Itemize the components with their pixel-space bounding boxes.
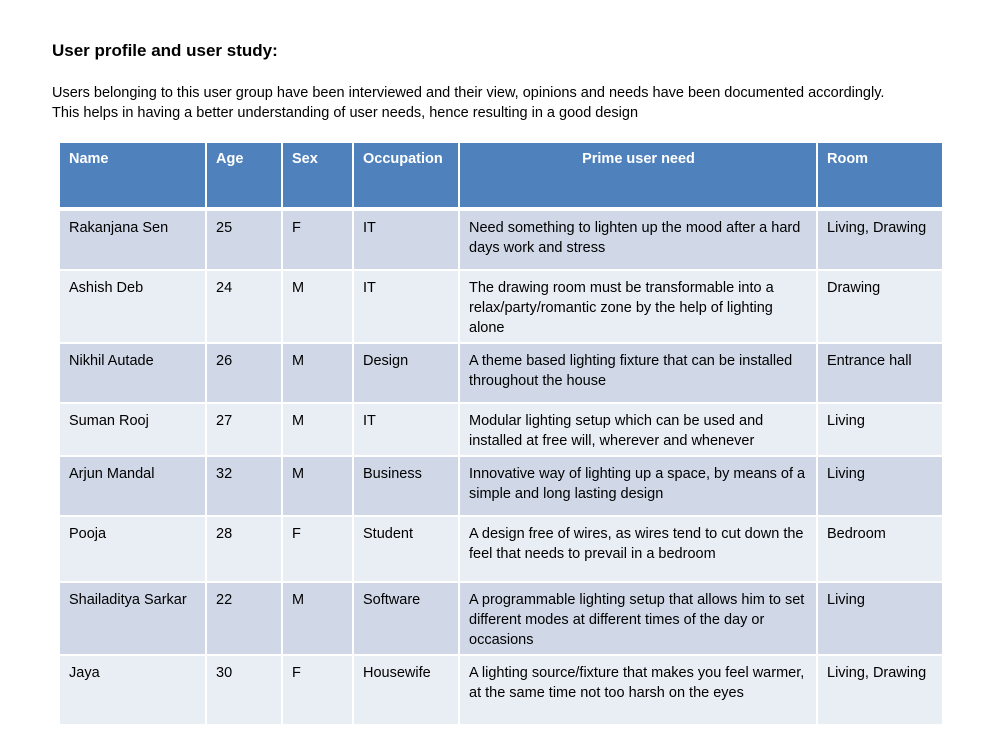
cell-sex: F [283,517,352,581]
user-study-table [58,141,944,726]
column-header-name: Name [60,143,205,207]
table-row [60,583,942,654]
cell-sex: F [283,209,352,269]
cell-prime-user-need: Innovative way of lighting up a space, by means of a simple and long lasting design [460,457,816,515]
cell-sex: M [283,344,352,402]
cell-room: Living [818,583,942,654]
cell-prime-user-need: A theme based lighting fixture that can be installed throughout the house [460,344,816,402]
cell-room: Entrance hall [818,344,942,402]
cell-age: 22 [207,583,281,654]
cell-occupation: Software [354,583,458,654]
table-row [60,517,942,581]
table-row [60,404,942,455]
cell-occupation: IT [354,209,458,269]
cell-sex: M [283,457,352,515]
cell-room: Drawing [818,271,942,342]
cell-occupation: Design [354,344,458,402]
cell-room: Bedroom [818,517,942,581]
column-header-age: Age [207,143,281,207]
cell-prime-user-need: A programmable lighting setup that allows him to set different modes at different times of the day or occasions [460,583,816,654]
intro-line-2: This helps in having a better understanding of user needs, hence resulting in a good design [52,105,639,121]
cell-name: Pooja [60,517,205,581]
cell-prime-user-need: The drawing room must be transformable into a relax/party/romantic zone by the help of lighting alone [460,271,816,342]
column-header-occupation: Occupation [354,143,458,207]
page-title: User profile and user study: [52,41,278,60]
table-row [60,344,942,402]
column-header-prime-user-need: Prime user need [460,143,816,207]
cell-occupation: IT [354,271,458,342]
cell-prime-user-need: A design free of wires, as wires tend to cut down the feel that needs to prevail in a bedroom [460,517,816,581]
cell-prime-user-need: Need something to lighten up the mood after a hard days work and stress [460,209,816,269]
table-header-row [60,143,942,207]
cell-room: Living, Drawing [818,209,942,269]
cell-age: 28 [207,517,281,581]
table-row [60,209,942,269]
table-row [60,656,942,724]
column-header-room: Room [818,143,942,207]
table-row [60,271,942,342]
cell-name: Arjun Mandal [60,457,205,515]
cell-occupation: Business [354,457,458,515]
intro-line-1: Users belonging to this user group have been interviewed and their view, opinions and needs have been documented accordingly. [52,85,885,101]
cell-age: 24 [207,271,281,342]
cell-prime-user-need: A lighting source/fixture that makes you feel warmer, at the same time not too harsh on the eyes [460,656,816,724]
cell-occupation: Student [354,517,458,581]
cell-sex: M [283,583,352,654]
cell-name: Nikhil Autade [60,344,205,402]
cell-sex: M [283,404,352,455]
cell-name: Suman Rooj [60,404,205,455]
cell-occupation: Housewife [354,656,458,724]
cell-prime-user-need: Modular lighting setup which can be used and installed at free will, wherever and whenever [460,404,816,455]
cell-age: 32 [207,457,281,515]
cell-room: Living [818,404,942,455]
cell-occupation: IT [354,404,458,455]
cell-name: Jaya [60,656,205,724]
table-row [60,457,942,515]
cell-name: Shailaditya Sarkar [60,583,205,654]
cell-room: Living [818,457,942,515]
cell-name: Rakanjana Sen [60,209,205,269]
column-header-sex: Sex [283,143,352,207]
cell-sex: F [283,656,352,724]
cell-room: Living, Drawing [818,656,942,724]
cell-age: 30 [207,656,281,724]
intro-paragraph [52,83,972,123]
cell-sex: M [283,271,352,342]
cell-age: 27 [207,404,281,455]
cell-age: 25 [207,209,281,269]
cell-name: Ashish Deb [60,271,205,342]
cell-age: 26 [207,344,281,402]
